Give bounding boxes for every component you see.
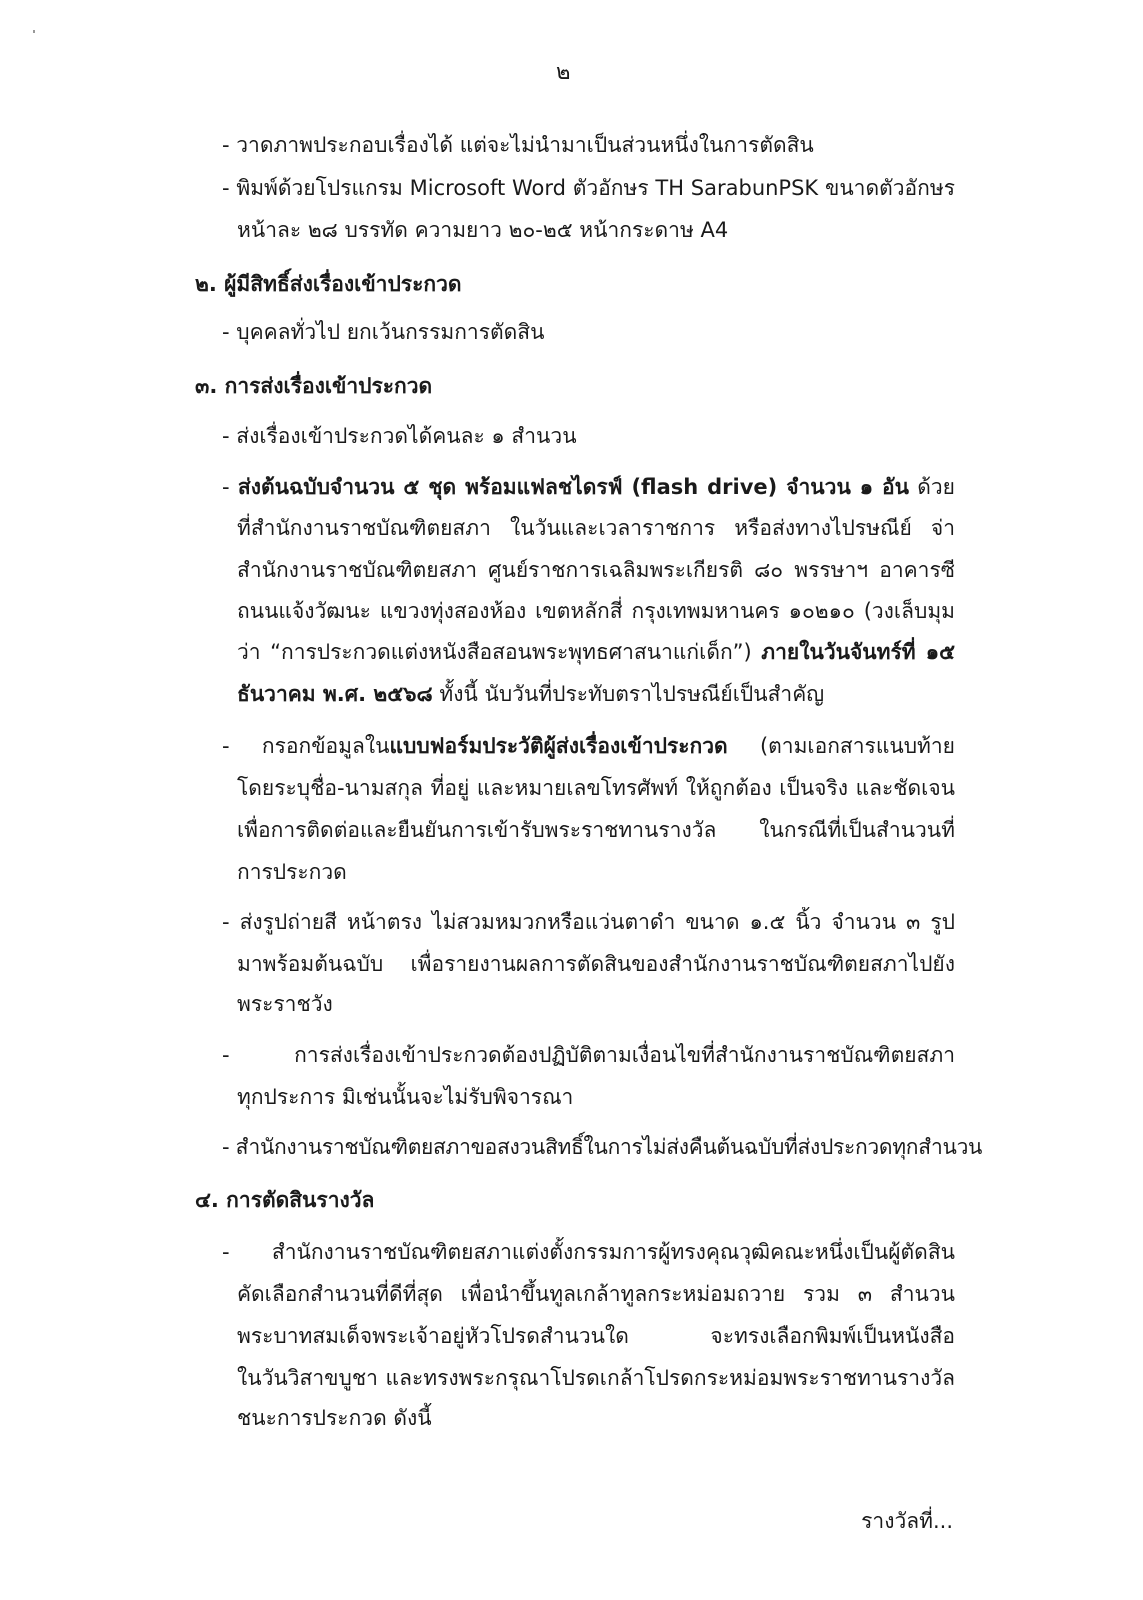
- bullet-format-cont: หน้าละ ๒๘ บรรทัด ความยาว ๒๐-๒๕ หน้ากระดาษ A4: [237, 218, 729, 242]
- bullet-judging: - สำนักงานราชบัณฑิตยสภาแต่งตั้งกรรมการผู้ทรงคุณวุฒิคณะหนึ่งเป็นผู้ตัดสิน: [222, 1240, 955, 1264]
- bullet-delivery-cont: ที่สำนักงานราชบัณฑิตยสภา ในวันและเวลาราชการ หรือส่งทางไปรษณีย์ จ่า: [237, 516, 955, 540]
- bullet-judging-cont: ในวันวิสาขบูชา และทรงพระกรุณาโปรดเกล้าโปรดกระหม่อมพระราชทานรางวัล: [237, 1366, 955, 1390]
- bullet-form: - กรอกข้อมูลในแบบฟอร์มประวัติผู้ส่งเรื่องเข้าประกวด (ตามเอกสารแนบท้าย: [222, 734, 955, 758]
- bullet-delivery-cont: สำนักงานราชบัณฑิตยสภา ศูนย์ราชการเฉลิมพระเกียรติ ๘๐ พรรษาฯ อาคารซี: [237, 558, 955, 582]
- bullet-judging-cont: พระบาทสมเด็จพระเจ้าอยู่หัวโปรดสำนวนใด จะทรงเลือกพิมพ์เป็นหนังสือ: [237, 1324, 955, 1348]
- bullet-photo: - ส่งรูปถ่ายสี หน้าตรง ไม่สวมหมวกหรือแว่นตาดำ ขนาด ๑.๕ นิ้ว จำนวน ๓ รูป: [222, 910, 955, 934]
- bullet-format: - พิมพ์ด้วยโปรแกรม Microsoft Word ตัวอักษร TH SarabunPSK ขนาดตัวอักษร: [222, 176, 955, 200]
- bullet-judging-cont: ชนะการประกวด ดังนี้: [237, 1406, 432, 1430]
- bullet-delivery-cont: ถนนแจ้งวัฒนะ แขวงทุ่งสองห้อง เขตหลักสี่ กรุงเทพมหานคร ๑๐๒๑๐ (วงเล็บมุม: [237, 599, 955, 623]
- bullet-form-cont: การประกวด: [237, 860, 347, 884]
- heading-eligibility: ๒. ผู้มีสิทธิ์ส่งเรื่องเข้าประกวด: [195, 272, 462, 296]
- bullet-delivery-deadline: ธันวาคม พ.ศ. ๒๕๖๘ ทั้งนี้ นับวันที่ประทับตราไปรษณีย์เป็นสำคัญ: [237, 682, 825, 706]
- bullet-delivery: - ส่งต้นฉบับจำนวน ๕ ชุด พร้อมแฟลชไดรฟ์ (flash drive) จำนวน ๑ อัน ด้วย: [222, 475, 955, 499]
- page-number: ๒: [556, 60, 571, 85]
- heading-judging: ๔. การตัดสินรางวัล: [195, 1188, 375, 1212]
- heading-submission: ๓. การส่งเรื่องเข้าประกวด: [195, 374, 433, 398]
- bullet-judging-cont: คัดเลือกสำนวนที่ดีที่สุด เพื่อนำขึ้นทูลเกล้าทูลกระหม่อมถวาย รวม ๓ สำนวน: [237, 1282, 955, 1306]
- bullet-photo-cont: มาพร้อมต้นฉบับ เพื่อรายงานผลการตัดสินของสำนักงานราชบัณฑิตยสภาไปยัง: [237, 952, 955, 976]
- bullet-no-return: - สำนักงานราชบัณฑิตยสภาขอสงวนสิทธิ์ในการไม่ส่งคืนต้นฉบับที่ส่งประกวดทุกสำนวน: [222, 1135, 983, 1159]
- bullet-form-cont: เพื่อการติดต่อและยืนยันการเข้ารับพระราชทานรางวัล ในกรณีที่เป็นสำนวนที่: [237, 818, 955, 842]
- bullet-conditions: - การส่งเรื่องเข้าประกวดต้องปฏิบัติตามเงื่อนไขที่สำนักงานราชบัณฑิตยสภา: [222, 1043, 955, 1067]
- bullet-conditions-cont: ทุกประการ มิเช่นนั้นจะไม่รับพิจารณา: [237, 1085, 574, 1109]
- scan-speck: [33, 30, 35, 33]
- bullet-one-entry: - ส่งเรื่องเข้าประกวดได้คนละ ๑ สำนวน: [222, 424, 577, 448]
- bullet-photo-cont: พระราชวัง: [237, 992, 333, 1016]
- continuation-marker: รางวัลที่...: [861, 1509, 953, 1533]
- bullet-eligibility: - บุคคลทั่วไป ยกเว้นกรรมการตัดสิน: [222, 320, 545, 344]
- bullet-form-cont: โดยระบุชื่อ-นามสกุล ที่อยู่ และหมายเลขโทรศัพท์ ให้ถูกต้อง เป็นจริง และชัดเจน: [237, 776, 955, 800]
- bullet-delivery-cont: ว่า “การประกวดแต่งหนังสือสอนพระพุทธศาสนาแก่เด็ก”) ภายในวันจันทร์ที่ ๑๕: [237, 640, 955, 664]
- bullet-illustration: - วาดภาพประกอบเรื่องได้ แต่จะไม่นำมาเป็นส่วนหนึ่งในการตัดสิน: [222, 133, 814, 157]
